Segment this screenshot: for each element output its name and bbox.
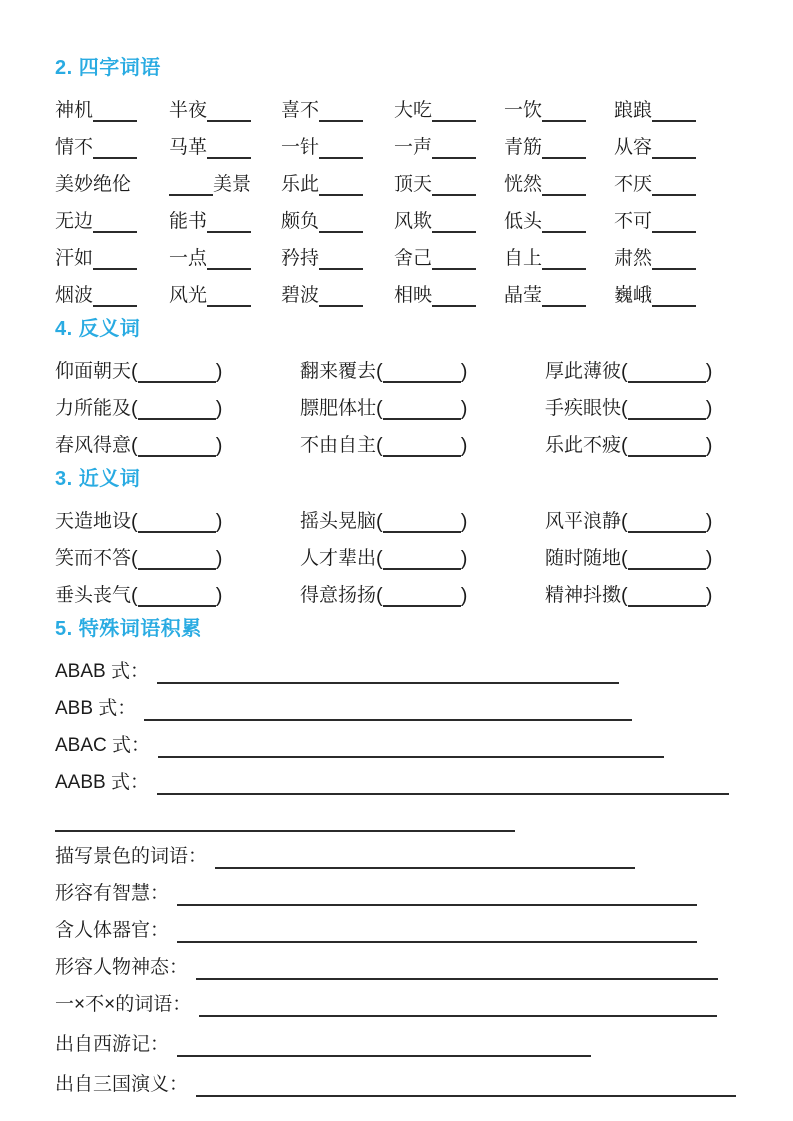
word-text: 摇头晃脑 bbox=[300, 511, 377, 532]
word-blank-item bbox=[394, 89, 504, 126]
word-text: 笑而不答 bbox=[55, 548, 132, 569]
close-paren: ) bbox=[460, 511, 468, 533]
word-paren-item bbox=[545, 500, 755, 537]
word-paren-item bbox=[55, 424, 300, 461]
synonyms-grid bbox=[55, 500, 755, 611]
word-text: 舍己 bbox=[394, 248, 433, 269]
word-blank-item bbox=[281, 163, 394, 200]
word-blank-item bbox=[55, 126, 169, 163]
blank-underline bbox=[432, 157, 476, 159]
word-text: 喜不 bbox=[281, 100, 320, 121]
word-text: 人才辈出 bbox=[300, 548, 377, 569]
word-text: 半夜 bbox=[169, 100, 208, 121]
word-paren-item bbox=[55, 387, 300, 424]
close-paren: ) bbox=[215, 585, 223, 607]
word-text: 一声 bbox=[394, 137, 433, 158]
word-text: 春风得意 bbox=[55, 435, 132, 456]
open-paren: ( bbox=[376, 511, 383, 533]
blank-underline bbox=[652, 157, 696, 159]
blank-underline bbox=[652, 120, 696, 122]
fill-in-underline bbox=[199, 1015, 717, 1017]
blank-underline bbox=[319, 120, 363, 122]
close-paren: ) bbox=[215, 361, 223, 383]
blank-underline bbox=[652, 305, 696, 307]
word-text: 青筋 bbox=[504, 137, 543, 158]
blank-underline bbox=[628, 418, 706, 420]
special-words-heading: 5. 特殊词语积累 bbox=[55, 618, 202, 640]
fill-in-line bbox=[55, 909, 755, 946]
blank-underline bbox=[383, 455, 461, 457]
fill-in-label: ABAB 式： bbox=[55, 661, 149, 682]
blank-underline bbox=[319, 194, 363, 196]
word-blank-item bbox=[55, 274, 169, 311]
word-text: 肃然 bbox=[614, 248, 653, 269]
blank-underline bbox=[432, 194, 476, 196]
word-blank-item bbox=[394, 163, 504, 200]
close-paren: ) bbox=[460, 585, 468, 607]
word-blank-item bbox=[614, 163, 755, 200]
word-text: 力所能及 bbox=[55, 398, 132, 419]
blank-underline bbox=[93, 120, 137, 122]
open-paren: ( bbox=[376, 585, 383, 607]
blank-underline bbox=[542, 194, 586, 196]
blank-underline bbox=[542, 305, 586, 307]
open-paren: ( bbox=[621, 585, 628, 607]
blank-underline bbox=[93, 157, 137, 159]
word-text: 一饮 bbox=[504, 100, 543, 121]
blank-underline bbox=[652, 268, 696, 270]
open-paren: ( bbox=[131, 398, 138, 420]
word-blank-item bbox=[281, 274, 394, 311]
blank-underline bbox=[383, 418, 461, 420]
fill-in-label: 形容人物神态： bbox=[55, 957, 189, 978]
word-text: 手疾眼快 bbox=[545, 398, 622, 419]
word-blank-item bbox=[614, 237, 755, 274]
four-char-words-heading: 2. 四字词语 bbox=[55, 57, 161, 79]
fill-in-line bbox=[55, 835, 755, 872]
word-text: 大吃 bbox=[394, 100, 433, 121]
fill-in-line bbox=[55, 1063, 755, 1100]
blank-underline bbox=[432, 305, 476, 307]
fill-in-label: 形容有智慧： bbox=[55, 883, 170, 904]
fill-in-underline bbox=[177, 1055, 591, 1057]
word-text: 巍峨 bbox=[614, 285, 653, 306]
blank-underline bbox=[93, 231, 137, 233]
word-blank-item bbox=[394, 126, 504, 163]
word-text: 垂头丧气 bbox=[55, 585, 132, 606]
blank-underline bbox=[138, 381, 216, 383]
word-blank-item bbox=[614, 126, 755, 163]
word-text: 烟波 bbox=[55, 285, 94, 306]
blank-underline bbox=[628, 531, 706, 533]
blank-underline bbox=[383, 381, 461, 383]
fill-in-label: AABB 式： bbox=[55, 772, 149, 793]
word-text: 自上 bbox=[504, 248, 543, 269]
word-text: 不可 bbox=[614, 211, 653, 232]
fill-in-label: ABAC 式： bbox=[55, 735, 151, 756]
close-paren: ) bbox=[705, 398, 713, 420]
fill-in-underline bbox=[177, 941, 697, 943]
open-paren: ( bbox=[376, 361, 383, 383]
close-paren: ) bbox=[705, 361, 713, 383]
word-paren-item bbox=[545, 424, 755, 461]
word-blank-item bbox=[281, 89, 394, 126]
fill-in-line bbox=[55, 724, 755, 761]
word-text: 精神抖擞 bbox=[545, 585, 622, 606]
word-paren-item bbox=[300, 574, 545, 611]
word-blank-item bbox=[281, 237, 394, 274]
word-blank-item bbox=[55, 163, 169, 200]
blank-underline bbox=[542, 120, 586, 122]
open-paren: ( bbox=[131, 435, 138, 457]
fill-in-underline bbox=[55, 830, 515, 832]
blank-underline bbox=[138, 568, 216, 570]
word-blank-item bbox=[394, 274, 504, 311]
fill-in-label: 一×不×的词语： bbox=[55, 994, 192, 1015]
close-paren: ) bbox=[460, 398, 468, 420]
close-paren: ) bbox=[215, 435, 223, 457]
word-text: 踉踉 bbox=[614, 100, 653, 121]
word-text: 仰面朝天 bbox=[55, 361, 132, 382]
word-text: 汗如 bbox=[55, 248, 94, 269]
close-paren: ) bbox=[460, 361, 468, 383]
word-paren-item bbox=[55, 537, 300, 574]
antonyms-heading: 4. 反义词 bbox=[55, 318, 141, 340]
word-text: 得意扬扬 bbox=[300, 585, 377, 606]
close-paren: ) bbox=[705, 511, 713, 533]
open-paren: ( bbox=[621, 361, 628, 383]
word-text: 顶天 bbox=[394, 174, 433, 195]
blank-underline bbox=[652, 194, 696, 196]
word-paren-item bbox=[545, 537, 755, 574]
word-text: 风欺 bbox=[394, 211, 433, 232]
word-text: 不由自主 bbox=[300, 435, 377, 456]
fill-in-label: 出自三国演义： bbox=[55, 1074, 189, 1095]
close-paren: ) bbox=[705, 435, 713, 457]
blank-underline bbox=[319, 231, 363, 233]
blank-underline bbox=[432, 120, 476, 122]
blank-underline bbox=[432, 231, 476, 233]
word-text: 乐此不疲 bbox=[545, 435, 622, 456]
open-paren: ( bbox=[621, 435, 628, 457]
fill-in-underline bbox=[157, 682, 619, 684]
word-paren-item bbox=[545, 574, 755, 611]
word-text: 一针 bbox=[281, 137, 320, 158]
fill-in-label: 描写景色的词语： bbox=[55, 846, 208, 867]
open-paren: ( bbox=[621, 511, 628, 533]
word-text: 天造地设 bbox=[55, 511, 132, 532]
word-paren-item bbox=[545, 387, 755, 424]
special-lines bbox=[55, 650, 755, 1100]
blank-underline bbox=[207, 305, 251, 307]
word-text: 风光 bbox=[169, 285, 208, 306]
word-paren-item bbox=[300, 350, 545, 387]
word-blank-item bbox=[614, 274, 755, 311]
word-blank-item bbox=[394, 237, 504, 274]
blank-underline bbox=[652, 231, 696, 233]
blank-underline bbox=[319, 305, 363, 307]
fill-in-underline bbox=[157, 793, 729, 795]
word-text: 能书 bbox=[169, 211, 208, 232]
word-text: 不厌 bbox=[614, 174, 653, 195]
word-blank-item bbox=[281, 126, 394, 163]
word-paren-item bbox=[545, 350, 755, 387]
antonyms-grid bbox=[55, 350, 755, 461]
word-blank-item bbox=[504, 237, 614, 274]
fill-in-line bbox=[55, 798, 755, 835]
blank-underline bbox=[93, 268, 137, 270]
word-text: 乐此 bbox=[281, 174, 320, 195]
blank-underline bbox=[383, 531, 461, 533]
word-text: 从容 bbox=[614, 137, 653, 158]
close-paren: ) bbox=[215, 511, 223, 533]
fill-in-line bbox=[55, 687, 755, 724]
word-blank-item bbox=[169, 200, 281, 237]
fill-in-line bbox=[55, 650, 755, 687]
word-text: 晶莹 bbox=[504, 285, 543, 306]
open-paren: ( bbox=[131, 585, 138, 607]
blank-underline bbox=[319, 157, 363, 159]
blank-underline bbox=[542, 268, 586, 270]
word-text: 美景 bbox=[213, 174, 252, 195]
word-blank-item bbox=[504, 200, 614, 237]
word-text: 翻来覆去 bbox=[300, 361, 377, 382]
word-blank-item bbox=[281, 200, 394, 237]
fill-in-line bbox=[55, 983, 755, 1020]
close-paren: ) bbox=[460, 435, 468, 457]
word-text: 情不 bbox=[55, 137, 94, 158]
blank-underline bbox=[383, 605, 461, 607]
blank-underline bbox=[138, 418, 216, 420]
blank-underline bbox=[542, 231, 586, 233]
word-text: 颇负 bbox=[281, 211, 320, 232]
word-text: 随时随地 bbox=[545, 548, 622, 569]
fill-in-underline bbox=[177, 904, 697, 906]
word-blank-item bbox=[504, 274, 614, 311]
word-blank-item bbox=[169, 237, 281, 274]
word-blank-item bbox=[169, 89, 281, 126]
blank-underline bbox=[628, 381, 706, 383]
word-blank-item bbox=[504, 89, 614, 126]
word-blank-item bbox=[614, 89, 755, 126]
word-blank-item bbox=[55, 200, 169, 237]
word-paren-item bbox=[55, 574, 300, 611]
open-paren: ( bbox=[131, 361, 138, 383]
blank-underline bbox=[138, 531, 216, 533]
open-paren: ( bbox=[376, 398, 383, 420]
blank-underline bbox=[628, 605, 706, 607]
fill-in-underline bbox=[215, 867, 635, 869]
blank-underline bbox=[207, 268, 251, 270]
blank-underline bbox=[169, 194, 213, 196]
word-blank-item bbox=[55, 89, 169, 126]
word-text: 风平浪静 bbox=[545, 511, 622, 532]
open-paren: ( bbox=[621, 548, 628, 570]
fill-in-line bbox=[55, 872, 755, 909]
word-blank-item bbox=[504, 126, 614, 163]
fill-in-line bbox=[55, 946, 755, 983]
blank-underline bbox=[138, 605, 216, 607]
fill-in-underline bbox=[196, 978, 718, 980]
fill-in-label: 出自西游记： bbox=[55, 1034, 170, 1055]
blank-underline bbox=[138, 455, 216, 457]
blank-underline bbox=[319, 268, 363, 270]
word-paren-item bbox=[300, 500, 545, 537]
open-paren: ( bbox=[376, 548, 383, 570]
blank-underline bbox=[628, 455, 706, 457]
close-paren: ) bbox=[215, 398, 223, 420]
word-text: 神机 bbox=[55, 100, 94, 121]
word-paren-item bbox=[55, 500, 300, 537]
word-text: 相映 bbox=[394, 285, 433, 306]
open-paren: ( bbox=[131, 548, 138, 570]
word-text: 美妙绝伦 bbox=[55, 174, 132, 195]
word-text: 恍然 bbox=[504, 174, 543, 195]
word-paren-item bbox=[300, 424, 545, 461]
word-blank-item bbox=[504, 163, 614, 200]
word-blank-item bbox=[169, 126, 281, 163]
blank-underline bbox=[432, 268, 476, 270]
word-blank-item bbox=[169, 274, 281, 311]
synonyms-heading: 3. 近义词 bbox=[55, 468, 141, 490]
word-text: 碧波 bbox=[281, 285, 320, 306]
word-blank-item bbox=[55, 237, 169, 274]
open-paren: ( bbox=[621, 398, 628, 420]
fill-in-line bbox=[55, 761, 755, 798]
fill-in-underline bbox=[196, 1095, 736, 1097]
word-paren-item bbox=[55, 350, 300, 387]
fill-in-label: 含人体器官： bbox=[55, 920, 170, 941]
word-text: 膘肥体壮 bbox=[300, 398, 377, 419]
blank-underline bbox=[207, 120, 251, 122]
blank-underline bbox=[207, 157, 251, 159]
blank-underline bbox=[628, 568, 706, 570]
open-paren: ( bbox=[131, 511, 138, 533]
close-paren: ) bbox=[460, 548, 468, 570]
blank-underline bbox=[542, 157, 586, 159]
close-paren: ) bbox=[215, 548, 223, 570]
blank-underline bbox=[207, 231, 251, 233]
word-text: 低头 bbox=[504, 211, 543, 232]
word-text: 矜持 bbox=[281, 248, 320, 269]
word-text: 一点 bbox=[169, 248, 208, 269]
blank-underline bbox=[383, 568, 461, 570]
word-paren-item bbox=[300, 387, 545, 424]
close-paren: ) bbox=[705, 548, 713, 570]
word-blank-item bbox=[394, 200, 504, 237]
fill-in-line bbox=[55, 1023, 755, 1060]
four-char-grid bbox=[55, 89, 755, 311]
close-paren: ) bbox=[705, 585, 713, 607]
word-text: 马革 bbox=[169, 137, 208, 158]
fill-in-underline bbox=[144, 719, 632, 721]
blank-underline bbox=[93, 305, 137, 307]
word-blank-item bbox=[169, 163, 281, 200]
fill-in-underline bbox=[158, 756, 664, 758]
fill-in-label: ABB 式： bbox=[55, 698, 137, 719]
open-paren: ( bbox=[376, 435, 383, 457]
word-paren-item bbox=[300, 537, 545, 574]
word-blank-item bbox=[614, 200, 755, 237]
word-text: 厚此薄彼 bbox=[545, 361, 622, 382]
word-text: 无边 bbox=[55, 211, 94, 232]
